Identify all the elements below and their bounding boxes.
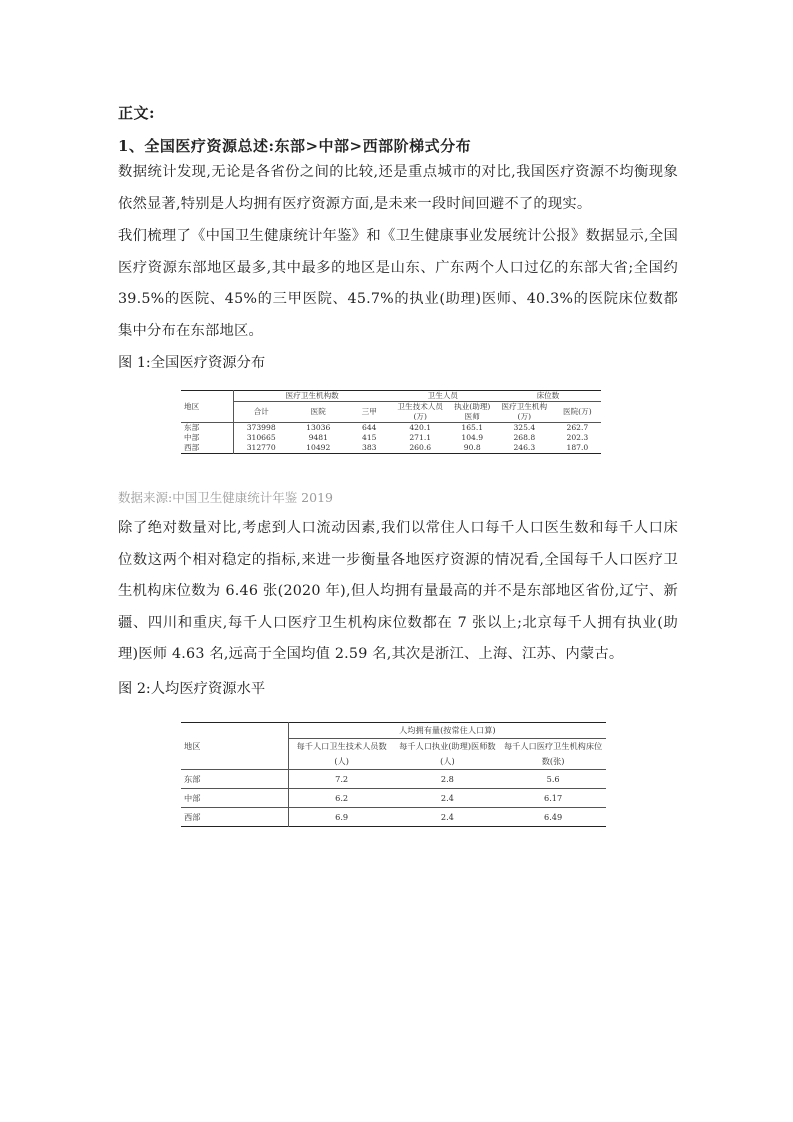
table-cell: 2.4 (440, 793, 454, 803)
group-header: 卫生人员 (391, 391, 495, 402)
sub-header: 每千人口卫生技术人员数(人) (288, 739, 394, 770)
table-cell: 6.49 (544, 812, 563, 822)
table-cell: 260.6 (409, 443, 432, 452)
sub-header: 执业(助理)医师 (454, 402, 491, 421)
row-region: 中部 (184, 433, 200, 442)
region-header: 地区 (181, 723, 288, 770)
table-cell: 2.4 (440, 812, 454, 822)
table-row (181, 808, 606, 827)
table-cell: 10492 (306, 443, 331, 452)
table-cell: 310665 (233, 433, 289, 443)
figure1-caption: 图 1:全国医疗资源分布 (118, 355, 266, 371)
table-cell: 271.1 (409, 433, 432, 442)
table-cell: 312770 (233, 443, 289, 454)
table-cell: 420.1 (409, 423, 432, 432)
figure2-table (181, 722, 606, 827)
paragraph-3: 除了绝对数量对比,考虑到人口流动因素,我们以常住人口每千人口医生数和每千人口床位数这两个相对稳定的指标,来进一步衡量各地医疗资源的情况看,全国每千人口医疗卫生机构床位数为 6.46 张(2020 年),但人均拥有量最高的并不是东部地区省份,辽宁、新疆、四川和重庆,每千人口医疗卫生机构床位数都在 7 张以上;北京每千人拥有执业(助理)医师 4.63 名,远高于全国均值 2.59 名,其次是浙江、上海、江苏、内蒙古。 (118, 520, 678, 662)
row-region: 东部 (184, 423, 200, 432)
figure1-source: 数据来源:中国卫生健康统计年鉴 2019 (118, 490, 333, 505)
figure1-table (181, 390, 601, 454)
sub-header: 每千人口执业(助理)医师数(人) (399, 741, 496, 766)
row-region: 中部 (184, 793, 201, 803)
table-cell: 104.9 (461, 433, 484, 442)
row-region: 西部 (184, 443, 200, 452)
paragraph-2: 我们梳理了《中国卫生健康统计年鉴》和《卫生健康事业发展统计公报》数据显示,全国医疗资源东部地区最多,其中最多的地区是山东、广东两个人口过亿的东部大省;全国约 39.5%的医院、45%的三甲医院、45.7%的执业(助理)医师、40.3%的医院床位数都集中分布在东部地区。 (118, 228, 678, 339)
table-cell: 90.8 (463, 443, 481, 452)
table-cell: 268.8 (513, 433, 536, 442)
table-row (181, 789, 606, 808)
body-label: 正文: (118, 104, 156, 122)
row-region: 西部 (184, 812, 201, 822)
table-row (181, 433, 601, 443)
table-cell: 262.7 (566, 423, 589, 432)
table-cell: 415 (361, 433, 377, 442)
table-cell: 373998 (233, 423, 289, 434)
table-cell: 13036 (306, 423, 331, 432)
table-cell: 6.9 (288, 808, 394, 827)
table-cell: 202.3 (566, 433, 589, 442)
table-cell: 325.4 (513, 423, 536, 432)
table-cell: 6.17 (544, 793, 563, 803)
table-cell: 246.3 (513, 443, 536, 452)
sub-header: 医院 (310, 407, 326, 416)
table-row (181, 443, 601, 454)
sub-header: 卫生技术人员(万) (397, 402, 443, 421)
figure2-caption: 图 2:人均医疗资源水平 (118, 681, 266, 697)
group-header: 床位数 (495, 391, 601, 402)
table-cell: 6.2 (288, 789, 394, 808)
section-title: 1、全国医疗资源总述:东部>中部>西部阶梯式分布 (118, 137, 472, 155)
table-row (181, 423, 601, 434)
group-header: 人均拥有量(按常住人口算) (288, 723, 606, 739)
sub-header: 医疗卫生机构(万) (501, 402, 548, 421)
region-header: 地区 (181, 391, 233, 423)
table-cell: 2.8 (440, 774, 454, 784)
table-cell: 9481 (308, 433, 328, 442)
sub-header: 三甲 (361, 407, 377, 416)
sub-header: 医院(万) (563, 407, 592, 416)
table-cell: 644 (361, 423, 377, 432)
sub-header: 每千人口医疗卫生机构床位数(张) (503, 741, 603, 766)
table-cell: 5.6 (546, 774, 560, 784)
sub-header: 合计 (233, 402, 289, 423)
table-cell: 383 (361, 443, 377, 452)
paragraph-1: 数据统计发现,无论是各省份之间的比较,还是重点城市的对比,我国医疗资源不均衡现象依然显著,特别是人均拥有医疗资源方面,是未来一段时间回避不了的现实。 (118, 164, 678, 212)
row-region: 东部 (184, 774, 201, 784)
table-row (181, 770, 606, 789)
table-cell: 187.0 (566, 443, 589, 452)
table-cell: 165.1 (461, 423, 484, 432)
group-header: 医疗卫生机构数 (233, 391, 391, 402)
table-cell: 7.2 (288, 770, 394, 789)
